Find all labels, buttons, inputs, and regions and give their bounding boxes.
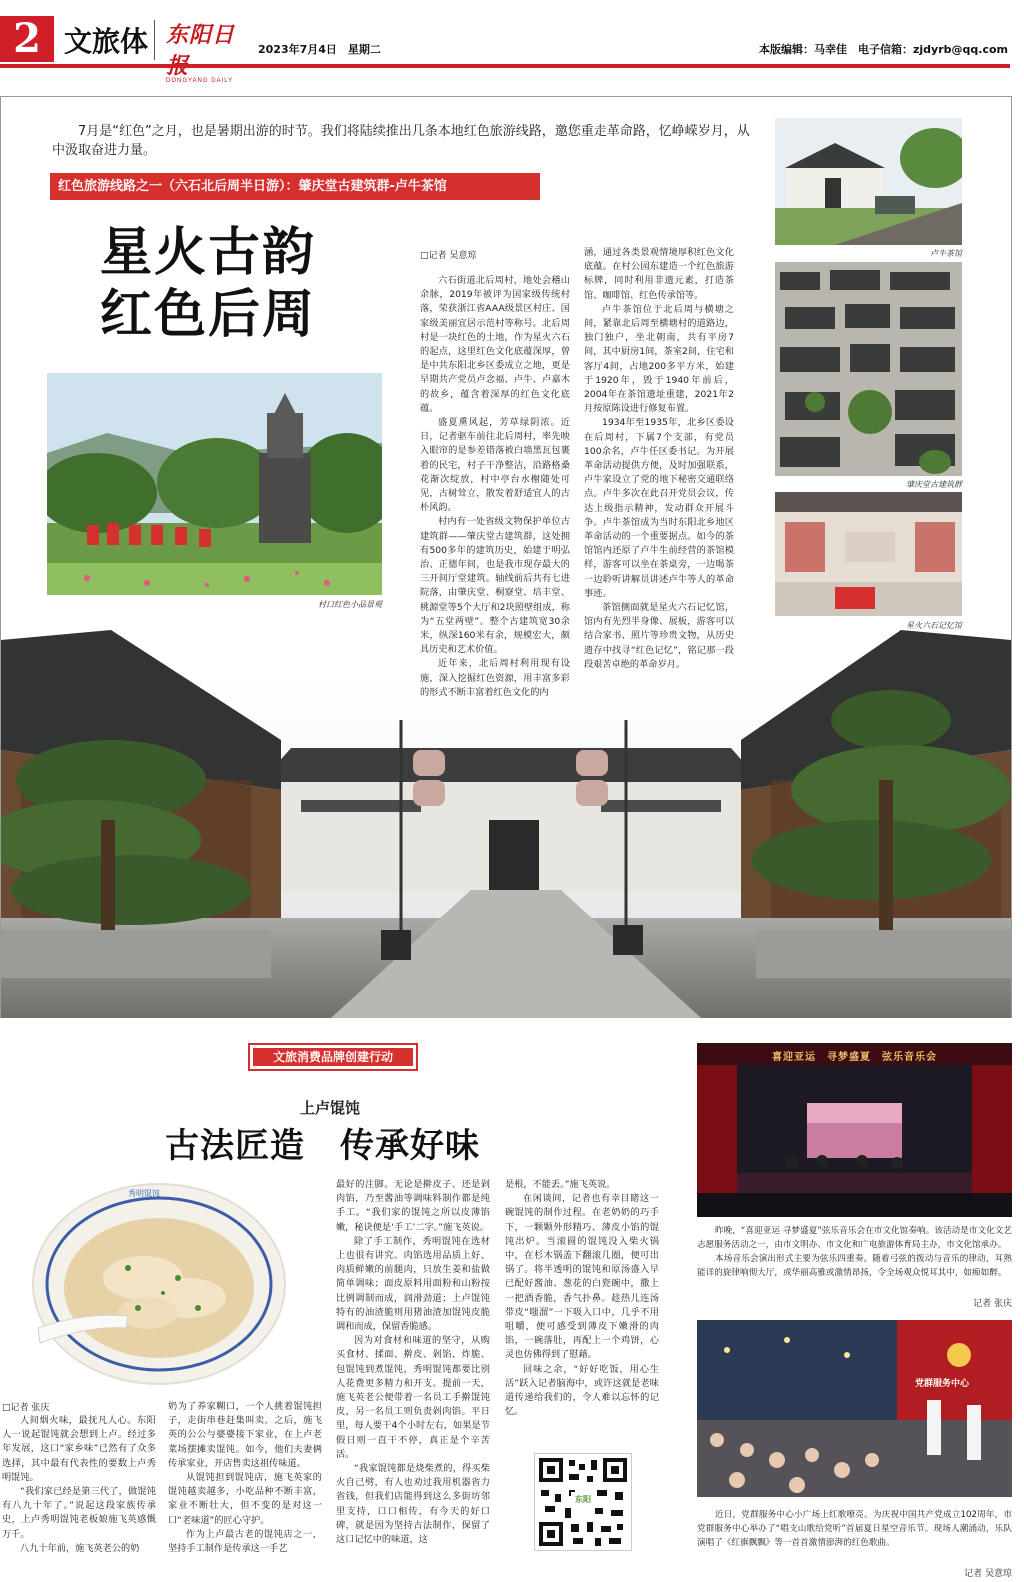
memorial-hall-photo: [775, 492, 962, 616]
concert-banner: 喜迎亚运 寻梦盛夏 弦乐音乐会: [772, 1052, 937, 1063]
paragraph: “我们家已经是第三代了，做馄饨有八九十年了。”说起这段家族传承史，上卢秀明馄饨老板娘施飞英感慨万千。: [2, 1486, 156, 1540]
teahouse-photo: [775, 118, 962, 245]
feature-column-1: [420, 274, 570, 700]
header-rule: [0, 64, 1010, 68]
page-number: 2: [0, 16, 54, 62]
paragraph: 茶馆侧面就是星火六石记忆馆，馆内有先烈半身像、展板，游客可以结合家书、照片等珍贵文物，从历史遗存中找寻“红色记忆”，铭记那一段段艰苦卓绝的革命岁月。: [584, 602, 734, 670]
feature-intro: 7月是“红色”之月，也是暑期出游的时节。我们将陆续推出几条本地红色旅游线路，邀您重走革命路，忆峥嵘岁月，从中汲取奋进力量。: [52, 124, 750, 158]
bottom-column-1: [2, 1414, 156, 1556]
paragraph: 1934年至1935年，北乡区委设在后周村，下属7个支部，有党员100余名，卢牛任区委书记。为开展革命活动提供方便，及时加强联系，卢牛家设立了党的地下秘密交通联络点。卢牛多次在此召开党员会议，传达上级指示精神，发动群众开展斗争。卢牛茶馆成为当时东阳北乡地区革命活动的一个重要据点。如今的茶馆馆内还原了卢牛生前经营的茶馆模样，游客可以坐在茶桌旁，一边喝茶一边聆听讲解员讲述卢牛等人的革命事迹。: [584, 417, 734, 599]
paragraph: 在闲谈间，记者也有幸目睹这一碗馄饨的制作过程。在老奶奶的巧手下，一颗颗外形精巧、薄皮小馅的馄饨出炉。当滚圆的馄饨没入柴火锅中，在杉木锅盖下翻滚几圈，便可出锅了。将半透明的馄饨和原汤盛入早已配好酱油、葱花的白瓷碗中，撒上一把酒香脆，香气扑鼻。趁热儿连汤带皮“嗤溜”一下吸入口中，几乎不用咀嚼，便可感受到薄皮下嫩滑的肉馅，一碗落肚，再配上一个鸡饼，心灵也仿佛得到了慰藉。: [505, 1193, 659, 1361]
paragraph: 回味之余，“好好吃饭，用心生活”跃入记者脑海中，或许这就是老味道传递给我们的，令人难以忘怀的记忆。: [505, 1363, 659, 1418]
bottom-column-4: [505, 1178, 659, 1419]
paragraph: 六石街道北后周村，地处会稽山余脉，2019年被评为国家级传统村落，荣获浙江省AAA级景区村庄、国家级美丽宜居示范村等称号。北后周村是一块红色的土地，作为星火六石的起点，这里红色文化底蕴深厚，曾是中共东阳北乡区委成立之地，更是早期共产党员卢念福、卢牛、卢嘉木的故乡，蕴含着深厚的红色文化底蕴。: [420, 275, 570, 414]
paragraph: 村内有一处省级文物保护单位古建筑群——肇庆堂古建筑群，这处拥有500多年的建筑历史，始建于明弘治、正德年间，也是我市现存最大的三开间厅堂建筑。轴线前后共有七进院落，由肇庆堂、桐寮堂、培丰堂、桃源堂等5个大厅和2块照壁组成，称为“五堂两壁”。整个古建筑宽30余米，纵深160米有余，规模宏大，颇具历史和艺术价值。: [420, 516, 570, 656]
qr-code[interactable]: [534, 1453, 632, 1551]
masthead-logo: [166, 18, 250, 84]
paragraph: 近日，党群服务中心小广场上红歌嘹亮。为庆祝中国共产党成立102周年，市党群服务中心举办了“唱支山歌给党听”首届夏日星空音乐节。现场人潮涌动，乐队演唱了《红旗飘飘》等一首首激情澎湃的红色歌曲。: [697, 1510, 1012, 1548]
paragraph: 从馄饨担到馄饨店，施飞英家的馄饨越卖越多，小吃品种不断丰富，家业不断壮大，但不变的是对这一口“老味道”的匠心守护。: [168, 1472, 322, 1526]
paragraph: 昨晚，“喜迎亚运 寻梦盛夏”弦乐音乐会在市文化馆奏响。该活动是市文化文艺志愿服务活动之一，由市文明办、市文化和广电旅游体育局主办，市文化馆承办。: [697, 1226, 1012, 1250]
feature-byline: □记者 吴意琼: [420, 251, 477, 261]
village-landscape-photo: [47, 373, 382, 595]
editor-info: 本版编辑：马幸佳 电子信箱：zjdyrb@qq.com: [759, 43, 1008, 56]
square-concert-caption: [697, 1508, 1012, 1550]
caption-village-landscape: 村口红色小品景观: [318, 600, 382, 609]
headline-line-1: 星火古韵: [100, 222, 317, 283]
building-complex-photo: [775, 262, 962, 476]
feature-headline: [100, 222, 316, 346]
paragraph: 除了手工制作，秀明馄饨在选材上也很有讲究。肉馅选用品质上好、肉质鲜嫩的前腿肉，只放生姜和盐做简单调味；面皮原料用面粉和山粉按比例调制而成，润滑劲道；上卢馄饨特有的油渣脆则用猪油渣加馄饨皮脆调和而成，保留香脆感。: [336, 1235, 490, 1333]
section-name: 文旅体: [64, 25, 149, 58]
concert-caption: [697, 1224, 1012, 1280]
square-concert-reporter: 记者 吴意琼: [964, 1569, 1012, 1579]
concert-photo: [697, 1043, 1012, 1217]
paragraph: 人间烟火味，最抚凡人心。东阳人一说起馄饨就会想到上卢。经过多年发展，这口“家乡味”已然有了众多选择，其中最有代表性的要数上卢秀明馄饨。: [2, 1415, 156, 1483]
bottom-column-2: [168, 1400, 322, 1556]
paragraph: 卢牛茶馆位于北后周与横塘之间，紧靠北后周至横塘村的道路边，独门独户，坐北朝南，共有平房7间，其中厨房1间，茶室2间，住宅和客厅4间，占地200多平方米，始建于1920年，毁于1940年前后，2004年在茶馆遗址重建，2021年2月按原陈设进行修复布置。: [584, 303, 734, 415]
caption-memorial-hall: 星火六石记忆馆: [906, 621, 962, 630]
square-sign: 党群服务中心: [915, 1379, 970, 1389]
paragraph: 本场音乐会演出形式主要为弦乐四重奏。随着弓弦的拨动与音乐的律动，耳熟能详的旋律响彻大厅，或华丽高雅或激情昂扬，令全场观众悦耳其中，如痴如醉。: [697, 1254, 1012, 1278]
paragraph: 作为上卢最古老的馄饨店之一，坚持手工制作是传承这一手艺: [168, 1528, 322, 1555]
paragraph: 八九十年前，施飞英老公的奶: [20, 1542, 140, 1554]
column-label: [248, 1043, 418, 1071]
paragraph: 近年来，北后周村利用现有设施，深入挖掘红色资源，用丰富多彩的形式不断丰富着红色文化的内: [420, 658, 570, 698]
concert-reporter: 记者 张庆: [973, 1299, 1012, 1309]
route-banner: 红色旅游线路之一（六石北后周半日游）：肇庆堂古建筑群-卢牛茶馆: [50, 173, 540, 200]
masthead-en: DONGYANG DAILY: [166, 78, 234, 84]
square-concert-photo: [697, 1320, 1012, 1497]
paragraph: 盛夏熏风起，芳草绿阴浓。近日，记者驱车前往北后周村，率先映入眼帘的是参差错落被白墙黑瓦包裹着的民宅，村子干净整洁，沿路格桑花渐次绽放，村中亭台水榭随处可见，古树耸立，散发着舒适宜人的古朴风韵。: [420, 417, 570, 514]
headline-line-2: 红色后周: [100, 284, 317, 345]
wonton-bowl-photo: [28, 1178, 290, 1390]
issue-date: 2023年7月4日 星期二: [258, 43, 381, 56]
feature-column-2: [584, 246, 734, 672]
qr-label: 东阳: [575, 1495, 591, 1504]
bottom-byline: □记者 张庆: [2, 1403, 50, 1413]
header-divider: [154, 20, 155, 60]
column-label-text: 文旅消费品牌创建行动: [253, 1048, 413, 1066]
masthead-cn: 东阳日报: [166, 22, 236, 79]
bottom-subhead: 上卢馄饨: [300, 1099, 361, 1117]
paragraph: 涵，通过各类景观情境厚积红色文化底蕴。在村公园东建造一个红色旅游标牌，同时利用非遗元素，打造茶馆、咖啡馆、红色传承馆等。: [584, 247, 734, 301]
caption-teahouse: 卢牛茶馆: [930, 249, 962, 258]
caption-building-complex: 肇庆堂古建筑群: [906, 480, 962, 489]
bottom-headline: 古法匠造 传承好味: [165, 1126, 480, 1166]
paragraph: 奶为了养家糊口，一个人挑着馄饨担子，走街串巷赶集叫卖。之后，施飞英的公公与婆婆接下家业，在上卢老菜场摆摊卖馄饨。如今，他们夫妻俩传承家业，开店售卖这祖传味道。: [168, 1401, 322, 1469]
bowl-text: 秀明馄饨: [128, 1189, 160, 1198]
bottom-column-3: [336, 1178, 490, 1582]
paragraph: “我家馄饨都是烧柴煮的，得买柴火自己劈，有人也劝过我用机器省力省钱，但我们店能得到这么多街坊邻里支持，口口相传，有今天的好口碑，就是因为坚持古法制作，保留了这口记忆中的味道，这: [336, 1463, 490, 1546]
paragraph: 因为对食材和味道的坚守，从购买食材、揉面、擀皮、剁馅、炸脆、包馄饨到煮馄饨，秀明馄饨都要比别人花费更多精力和开支。提前一天，施飞英老公便带着一名员工手擀馄饨皮，另一名员工则负责剁肉馅。平日里，每人要干4个小时左右，如果是节假日则一直干不停，真正是个辛苦活。: [336, 1335, 490, 1460]
paragraph: 是根，不能丢。”施飞英说。: [505, 1179, 616, 1190]
paragraph: 最好的注脚。无论是擀皮子、还是剁肉馅，乃至酱油等调味料制作都是纯手工。“我们家的馄饨之所以皮薄馅嫩，秘诀便是‘手工’二字。”施飞英说。: [336, 1179, 490, 1233]
